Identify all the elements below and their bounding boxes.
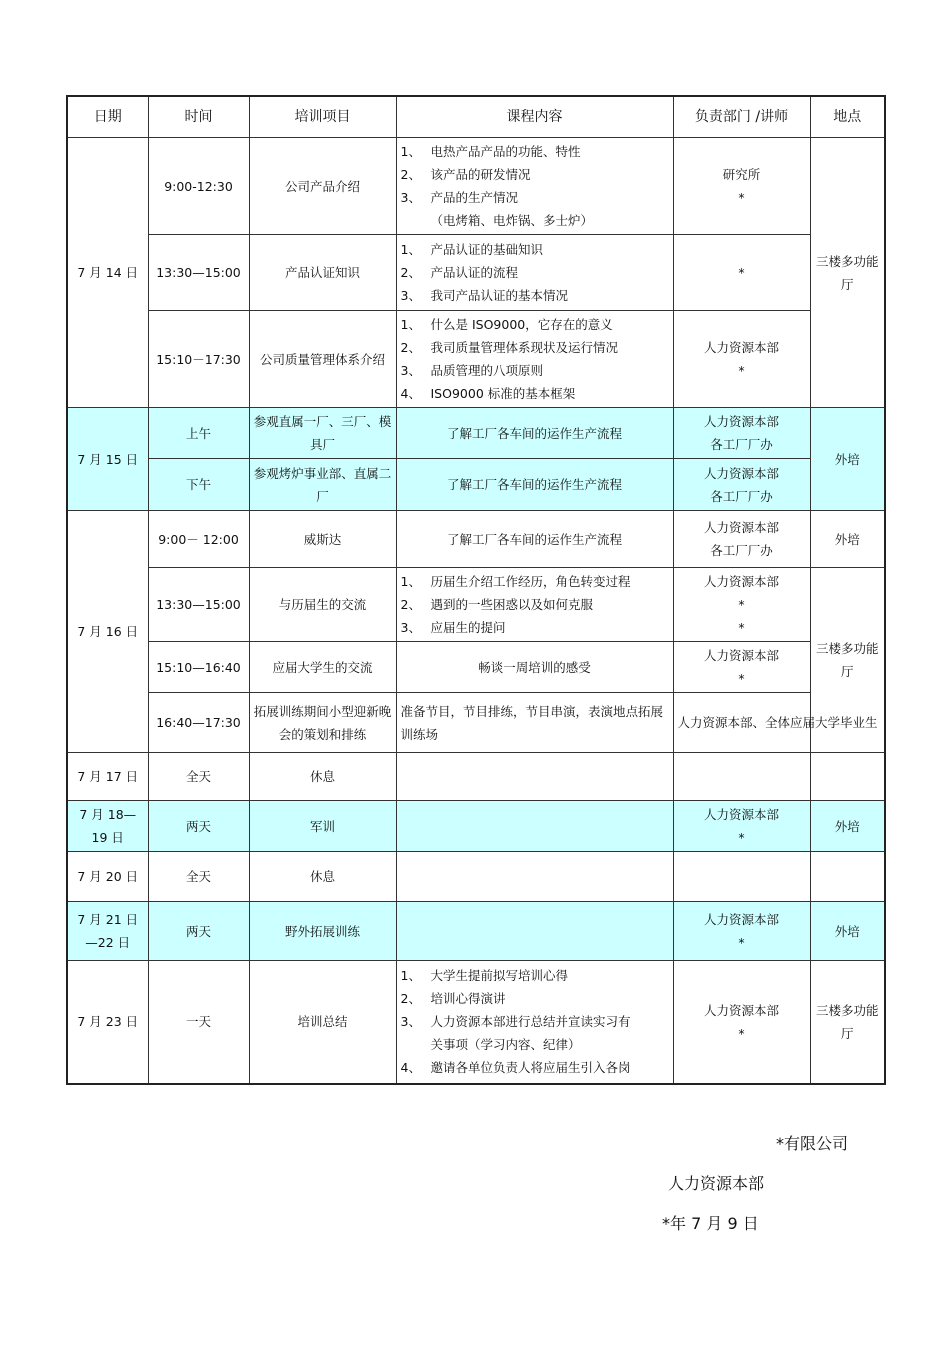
project-cell: 参观直属一厂、三厂、模具厂 [249,408,396,459]
content-line [401,593,669,616]
table-row [67,311,885,408]
dept-line: 人力资源本部 [703,520,779,535]
content-line-number: 1、 [400,574,421,589]
content-line-number: 2、 [400,340,421,355]
dept-line: 各工厂厂办 [710,543,773,558]
header-dept: 负责部门 /讲师 [673,96,810,138]
content-cell [396,902,673,961]
content-line-text: 应届生的提问 [430,620,506,635]
project-cell: 产品认证知识 [249,235,396,311]
dept-line: * [738,830,745,845]
table-row [67,138,885,235]
content-line [401,359,669,382]
dept-cell [673,568,810,642]
content-line-number: 2、 [400,597,421,612]
content-line-text: 历届生介绍工作经历，角色转变过程 [430,574,631,589]
content-line-number: 4、 [400,1060,421,1076]
project-cell: 应届大学生的交流 [249,642,396,693]
content-line [401,570,669,593]
location-cell: 外培 [810,801,885,852]
time-cell: 15:10－17:30 [148,311,249,408]
header-project: 培训项目 [249,96,396,138]
header-time: 时间 [148,96,249,138]
footer-date: *年 7 月 9 日 [662,1214,759,1233]
content-cell [396,961,673,1084]
content-line-number: 3、 [400,1014,421,1030]
content-line-text: 关事项（学习内容、纪律） [430,1037,581,1053]
content-line-text: 我司产品认证的基本情况 [430,288,569,303]
project-cell: 公司质量管理体系介绍 [249,311,396,408]
content-line-text: 电热产品产品的功能、特性 [430,144,581,159]
dept-line: 人力资源本部 [703,912,779,927]
content-cell [396,852,673,902]
dept-cell [673,961,810,1084]
content-cell [396,235,673,311]
project-cell: 休息 [249,852,396,902]
content-line [401,616,669,639]
table-row [67,642,885,693]
content-line [401,1056,669,1079]
dept-line: 人力资源本部、全体应届大学毕业生 [677,715,878,730]
content-line-text: 产品的生产情况 [430,190,519,205]
time-cell: 13:30—15:00 [148,568,249,642]
dept-cell [673,753,810,801]
content-line-text: 该产品的研发情况 [430,167,531,182]
content-line-number: 3、 [400,190,421,205]
project-cell: 休息 [249,753,396,801]
project-cell: 拓展训练期间小型迎新晚会的策划和排练 [249,693,396,753]
project-cell: 公司产品介绍 [249,138,396,235]
content-line [401,284,669,307]
time-cell: 下午 [148,459,249,511]
content-line [401,186,669,209]
table-row [67,961,885,1084]
project-cell: 与历届生的交流 [249,568,396,642]
dept-cell [673,801,810,852]
content-cell: 畅谈一周培训的感受 [396,642,673,693]
content-cell [396,801,673,852]
time-cell: 两天 [148,902,249,961]
content-cell: 了解工厂各车间的运作生产流程 [396,511,673,568]
time-cell: 16:40—17:30 [148,693,249,753]
location-cell [810,852,885,902]
header-location: 地点 [810,96,885,138]
content-line-number: 1、 [400,144,421,159]
content-line-text: 我司质量管理体系现状及运行情况 [430,340,619,355]
content-line [401,313,669,336]
content-line-text: （电烤箱、电炸锅、多士炉） [430,213,594,228]
date-cell: 7 月 16 日 [67,511,148,753]
dept-cell [673,642,810,693]
dept-cell [673,852,810,902]
content-line [401,1033,669,1056]
content-line-number: 2、 [400,167,421,182]
table-row [67,693,885,753]
content-line [401,209,669,232]
content-cell [396,753,673,801]
dept-cell [673,138,810,235]
dept-line: * [738,671,745,686]
dept-line: * [738,363,745,378]
dept-cell [673,408,810,459]
project-cell: 威斯达 [249,511,396,568]
content-line-number: 4、 [400,386,421,401]
content-line-number: 3、 [400,620,421,635]
content-cell [396,568,673,642]
content-cell: 了解工厂各车间的运作生产流程 [396,459,673,511]
dept-line: 人力资源本部 [703,574,779,589]
time-cell: 上午 [148,408,249,459]
content-line [401,163,669,186]
dept-line: 人力资源本部 [703,648,779,663]
content-line [401,238,669,261]
content-line-number: 1、 [400,968,421,984]
content-line [401,964,669,987]
table-row [67,408,885,459]
date-cell: 7 月 14 日 [67,138,148,408]
content-line-text: 遇到的一些困惑以及如何克服 [430,597,594,612]
content-line [401,1010,669,1033]
time-cell: 13:30—15:00 [148,235,249,311]
project-cell: 军训 [249,801,396,852]
header-date: 日期 [67,96,148,138]
content-line [401,987,669,1010]
content-line-number: 3、 [400,288,421,303]
time-cell: 9:00－ 12:00 [148,511,249,568]
location-cell: 三楼多功能厅 [810,568,885,753]
dept-line: 人力资源本部 [703,465,779,481]
dept-line: 人力资源本部 [703,1002,779,1018]
table-row [67,511,885,568]
location-cell [810,753,885,801]
content-line-number: 2、 [400,991,421,1007]
dept-line: 各工厂厂办 [710,437,773,452]
dept-line: 研究所 [722,167,761,182]
content-line-text: 产品认证的流程 [430,265,519,280]
table-row [67,852,885,902]
project-cell: 野外拓展训练 [249,902,396,961]
project-cell: 参观烤炉事业部、直属二厂 [249,459,396,511]
dept-line: 人力资源本部 [703,340,779,355]
content-line-text: ISO9000 标准的基本框架 [430,386,576,401]
training-schedule-table [66,95,886,1085]
time-cell: 全天 [148,852,249,902]
content-line [401,261,669,284]
footer-department: 人力资源本部 [668,1174,765,1193]
content-line-text: 人力资源本部进行总结并宣读实习有 [430,1014,631,1030]
content-line-text: 培训心得演讲 [430,991,506,1007]
location-cell: 外培 [810,408,885,511]
content-line-text: 品质管理的八项原则 [430,363,544,378]
time-cell: 15:10—16:40 [148,642,249,693]
project-cell: 培训总结 [249,961,396,1084]
content-line-text: 邀请各单位负责人将应届生引入各岗 [430,1060,631,1076]
table-row [67,902,885,961]
time-cell: 一天 [148,961,249,1084]
dept-cell [673,902,810,961]
location-cell: 外培 [810,902,885,961]
content-cell: 准备节目，节目排练，节目串演，表演地点拓展训练场 [396,693,673,753]
location-cell: 外培 [810,511,885,568]
table-row [67,801,885,852]
table-row [67,568,885,642]
content-line-number: 1、 [400,317,421,332]
dept-line: * [738,1025,745,1041]
time-cell: 两天 [148,801,249,852]
dept-line: * [738,265,745,280]
dept-line: * [738,597,745,612]
dept-cell [673,459,810,511]
table-row [67,753,885,801]
header-row [67,96,885,138]
time-cell: 9:00-12:30 [148,138,249,235]
content-line [401,140,669,163]
date-cell: 7 月 20 日 [67,852,148,902]
date-cell: 7 月 17 日 [67,753,148,801]
date-cell: 7 月 21 日 —22 日 [67,902,148,961]
date-cell: 7 月 18— 19 日 [67,801,148,852]
dept-cell [673,693,878,753]
dept-line: * [738,620,745,635]
content-line [401,382,669,405]
table-row [67,235,885,311]
content-line-text: 大学生提前拟写培训心得 [430,968,569,984]
table-row [67,459,885,511]
content-cell [396,311,673,408]
content-cell [396,138,673,235]
schedule-body [67,138,885,1084]
dept-line: * [738,190,745,205]
footer-company: *有限公司 [776,1134,849,1153]
content-line-number: 2、 [400,265,421,280]
dept-line: 人力资源本部 [703,807,779,822]
date-cell: 7 月 15 日 [67,408,148,511]
dept-cell [673,235,810,311]
content-line [401,336,669,359]
dept-line: * [738,935,745,950]
content-cell: 了解工厂各车间的运作生产流程 [396,408,673,459]
dept-cell [673,311,810,408]
dept-line: 人力资源本部 [703,414,779,429]
location-cell: 三楼多功能厅 [810,138,885,408]
location-cell: 三楼多功能厅 [810,961,885,1084]
content-line-text: 产品认证的基础知识 [430,242,544,257]
dept-cell [673,511,810,568]
content-line-text: 什么是 ISO9000，它存在的意义 [430,317,613,332]
date-cell: 7 月 23 日 [67,961,148,1084]
content-line-number: 3、 [400,363,421,378]
content-line-number: 1、 [400,242,421,257]
time-cell: 全天 [148,753,249,801]
header-content: 课程内容 [396,96,673,138]
dept-line: 各工厂厂办 [710,488,773,504]
